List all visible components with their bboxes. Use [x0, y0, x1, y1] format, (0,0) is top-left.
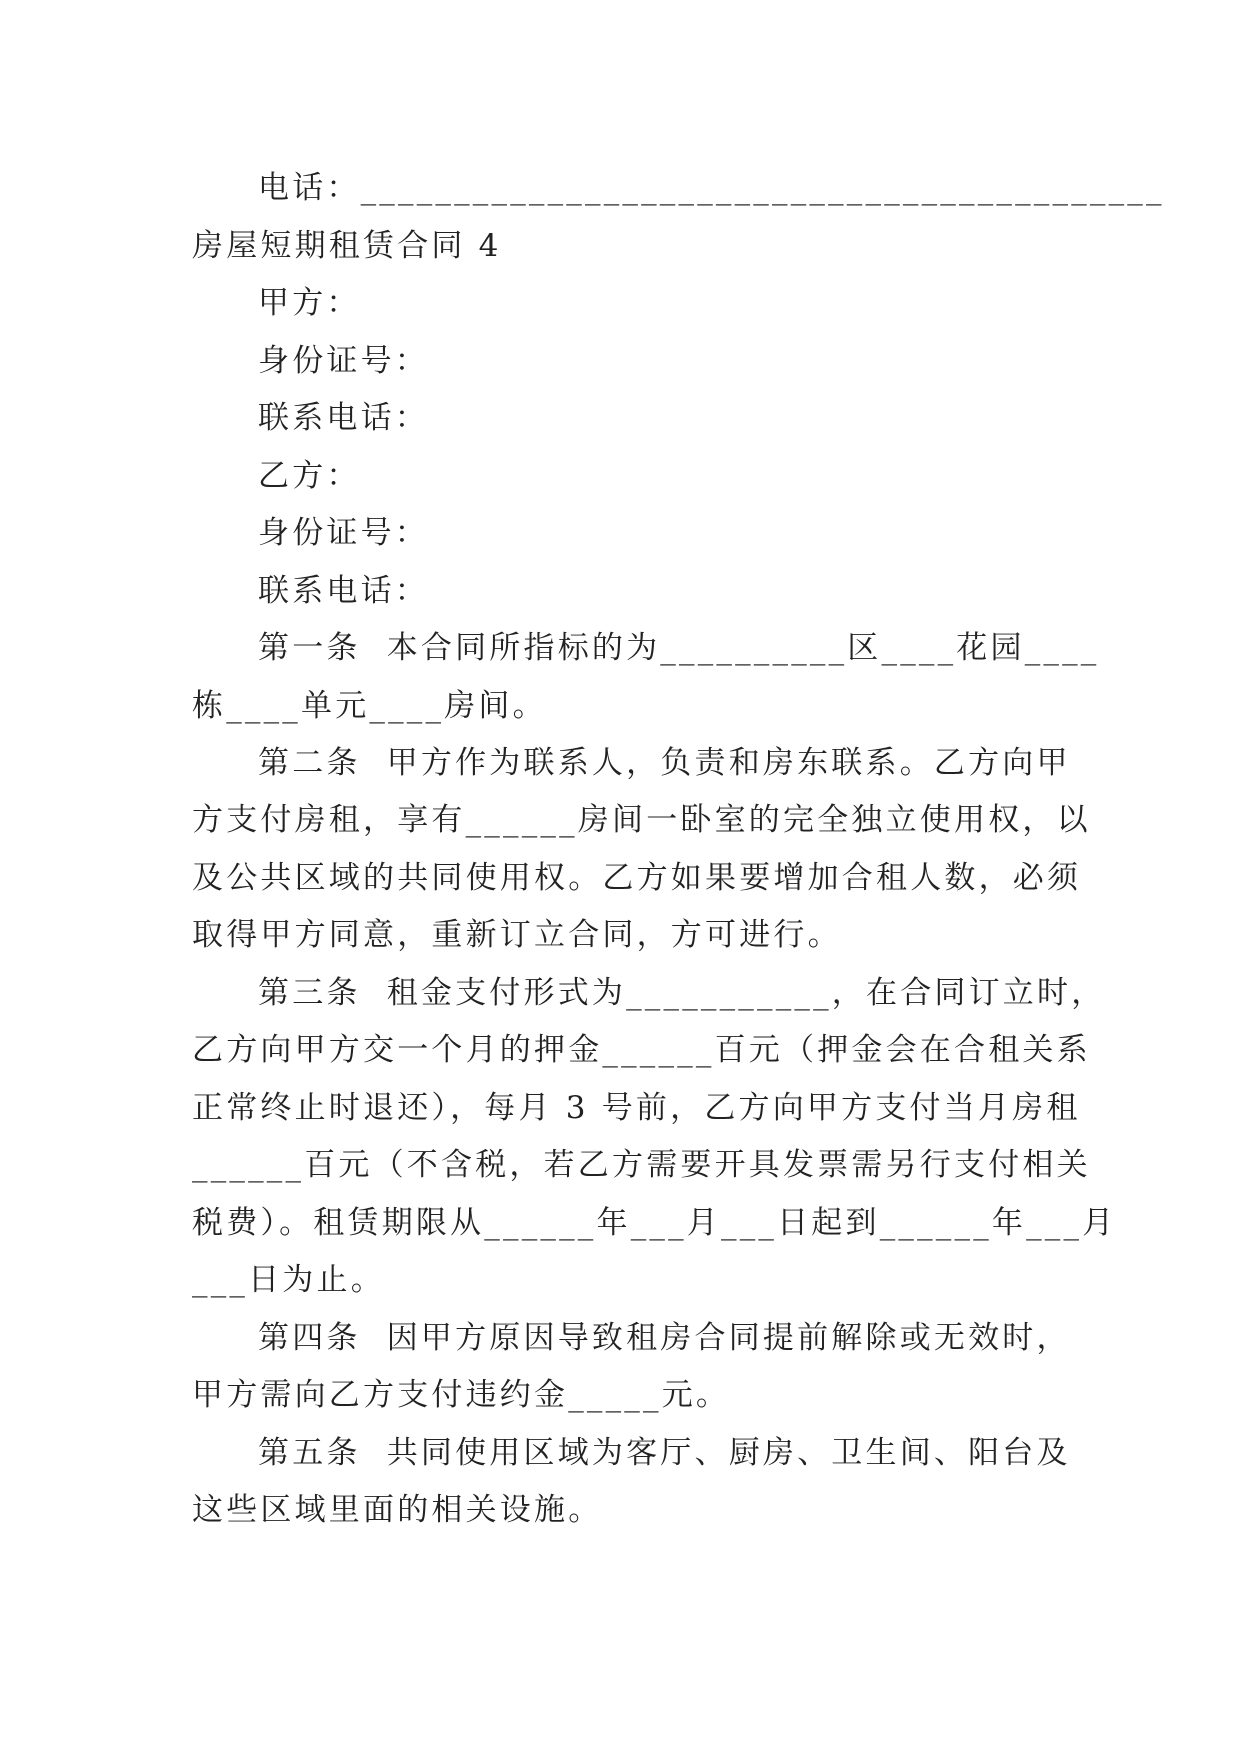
- article-5-line-2: 这些区域里面的相关设施。: [192, 1492, 603, 1528]
- party-a-label: 甲方：: [258, 285, 361, 321]
- contract-heading: 房屋短期租赁合同 4: [192, 228, 502, 264]
- article-2-line-4: 取得甲方同意，重新订立合同，方可进行。: [192, 917, 842, 953]
- article-3-line-6: ___日为止。: [192, 1262, 385, 1298]
- article-2-line-2: 方支付房租，享有______房间一卧室的完全独立使用权，以: [192, 802, 1091, 838]
- article-1-line-1: 第一条 本合同所指标的为__________区____花园____: [258, 630, 1100, 666]
- party-b-id-label: 身份证号：: [258, 515, 429, 551]
- party-a-phone-label: 联系电话：: [258, 400, 429, 436]
- party-a-id-label: 身份证号：: [258, 343, 429, 379]
- article-4-line-2: 甲方需向乙方支付违约金_____元。: [192, 1377, 731, 1413]
- article-3-line-5: 税费）。租赁期限从______年___月___日起到______年___月: [192, 1205, 1117, 1241]
- article-1-line-2: 栋____单元____房间。: [192, 688, 547, 724]
- article-3-line-2: 乙方向甲方交一个月的押金______百元（押金会在合租关系: [192, 1032, 1091, 1068]
- party-b-phone-label: 联系电话：: [258, 573, 429, 609]
- article-2-line-1: 第二条 甲方作为联系人，负责和房东联系。乙方向甲: [258, 745, 1071, 781]
- article-5-line-1: 第五条 共同使用区域为客厅、厨房、卫生间、阳台及: [258, 1435, 1071, 1471]
- article-3-line-1: 第三条 租金支付形式为___________，在合同订立时，: [258, 975, 1106, 1011]
- article-2-line-3: 及公共区域的共同使用权。乙方如果要增加合租人数，必须: [192, 860, 1082, 896]
- party-b-label: 乙方：: [258, 458, 361, 494]
- article-3-line-3: 正常终止时退还），每月 3 号前，乙方向甲方支付当月房租: [192, 1090, 1081, 1126]
- article-3-line-4: ______百元（不含税，若乙方需要开具发票需另行支付相关: [192, 1147, 1091, 1183]
- phone-line: 电话：___________________________________________: [258, 170, 1165, 206]
- article-4-line-1: 第四条 因甲方原因导致租房合同提前解除或无效时，: [258, 1320, 1071, 1356]
